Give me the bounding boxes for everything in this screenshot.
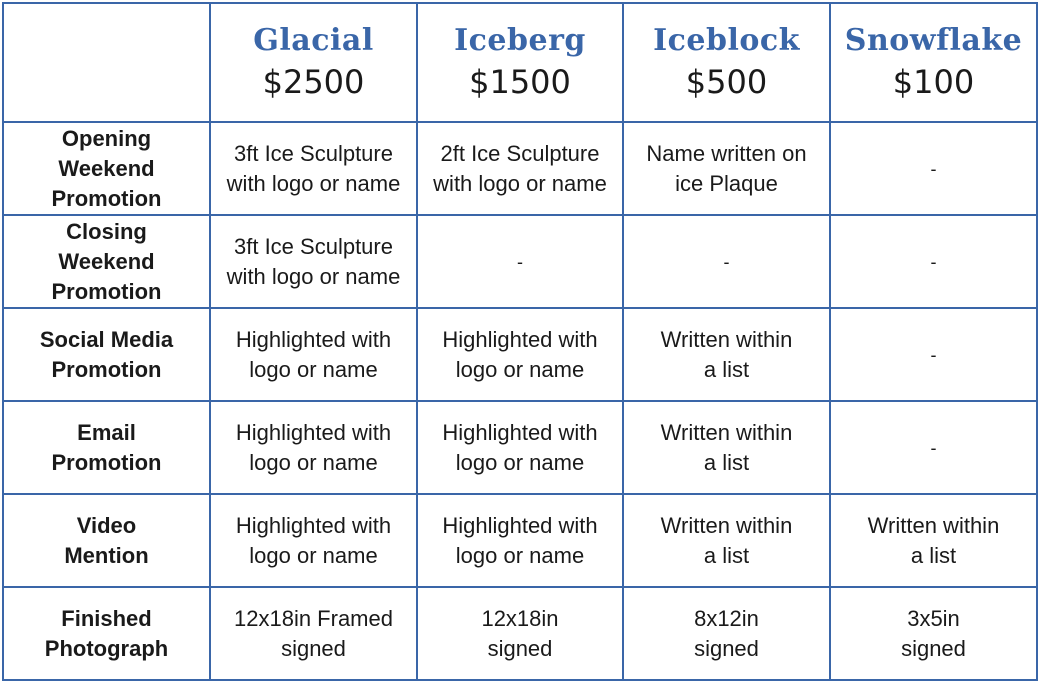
benefit-cell: [623, 122, 830, 215]
benefit-text: Highlighted with logo or name: [235, 512, 392, 568]
row-label-cell: [3, 215, 210, 308]
benefit-text: 2ft Ice Sculpture with logo or name: [433, 140, 607, 196]
benefit-cell: [417, 401, 623, 494]
tier-name: Iceblock: [653, 22, 800, 58]
benefit-cell: [830, 215, 1037, 308]
benefit-cell: [210, 587, 417, 680]
tier-price: $2500: [262, 62, 365, 101]
benefit-cell: [830, 308, 1037, 401]
table-row-social-media: [3, 308, 1037, 401]
row-label-cell: [3, 401, 210, 494]
table-row-email: [3, 401, 1037, 494]
benefit-cell: [210, 401, 417, 494]
benefit-cell: [623, 587, 830, 680]
benefit-text: Highlighted with logo or name: [442, 419, 598, 475]
row-label-cell: [3, 587, 210, 680]
benefit-cell: [623, 401, 830, 494]
row-label-cell: [3, 122, 210, 215]
row-label: Social Media Promotion: [39, 326, 174, 382]
tier-price: $100: [892, 62, 975, 101]
table-row-video-mention: [3, 494, 1037, 587]
row-label: Finished Photograph: [44, 605, 169, 661]
benefit-cell: [417, 494, 623, 587]
tier-name: Glacial: [253, 22, 374, 58]
benefit-text: -: [930, 158, 937, 179]
benefit-text: 3x5in signed: [901, 605, 966, 661]
benefit-cell: [830, 494, 1037, 587]
benefit-cell: [830, 587, 1037, 680]
tier-price: $1500: [469, 62, 571, 101]
benefit-cell: [417, 587, 623, 680]
benefit-cell: [210, 494, 417, 587]
benefit-text: Highlighted with logo or name: [442, 512, 598, 568]
tier-name: Snowflake: [844, 22, 1023, 58]
benefit-text: -: [930, 344, 937, 365]
benefit-cell: [830, 401, 1037, 494]
benefit-cell: [623, 215, 830, 308]
benefit-text: Highlighted with logo or name: [442, 326, 598, 382]
benefit-text: -: [930, 251, 937, 272]
benefit-text: Written within a list: [660, 326, 793, 382]
benefit-text: 12x18in Framed signed: [234, 605, 393, 661]
table-row-closing-weekend: [3, 215, 1037, 308]
table-row-opening-weekend: [3, 122, 1037, 215]
benefit-text: Written within a list: [867, 512, 1000, 568]
row-label: Email Promotion: [51, 419, 162, 475]
benefit-text: Highlighted with logo or name: [235, 326, 392, 382]
benefit-text: 3ft Ice Sculpture with logo or name: [226, 233, 401, 289]
benefit-text: 8x12in signed: [694, 605, 759, 661]
row-label: Video Mention: [64, 512, 149, 568]
benefit-cell: [417, 215, 623, 308]
tier-header-iceberg: [417, 3, 623, 122]
benefit-text: -: [723, 251, 730, 272]
benefit-cell: [417, 122, 623, 215]
tier-header-glacial: [210, 3, 417, 122]
benefit-text: Written within a list: [660, 512, 793, 568]
benefit-cell: [623, 494, 830, 587]
tier-header-snowflake: [830, 3, 1037, 122]
tier-header-iceblock: [623, 3, 830, 122]
benefit-text: Highlighted with logo or name: [235, 419, 392, 475]
row-label-cell: [3, 494, 210, 587]
benefit-cell: [623, 308, 830, 401]
benefit-text: Written within a list: [660, 419, 793, 475]
benefit-cell: [830, 122, 1037, 215]
tier-name: Iceberg: [454, 22, 586, 58]
benefit-text: -: [930, 437, 937, 458]
sponsorship-tiers-table: [2, 2, 1038, 681]
row-label-cell: [3, 308, 210, 401]
benefit-cell: [210, 308, 417, 401]
benefit-text: 12x18in signed: [481, 605, 559, 661]
benefit-text: Name written on ice Plaque: [646, 140, 807, 196]
benefit-text: -: [517, 251, 523, 272]
corner-cell: [3, 3, 210, 122]
benefit-cell: [417, 308, 623, 401]
benefit-text: 3ft Ice Sculpture with logo or name: [226, 140, 401, 196]
tier-price: $500: [685, 62, 768, 101]
table-row-finished-photograph: [3, 587, 1037, 680]
row-label: Opening Weekend Promotion: [51, 125, 162, 211]
row-label: Closing Weekend Promotion: [51, 218, 162, 304]
benefit-cell: [210, 122, 417, 215]
tier-header-row: [3, 3, 1037, 122]
benefit-cell: [210, 215, 417, 308]
